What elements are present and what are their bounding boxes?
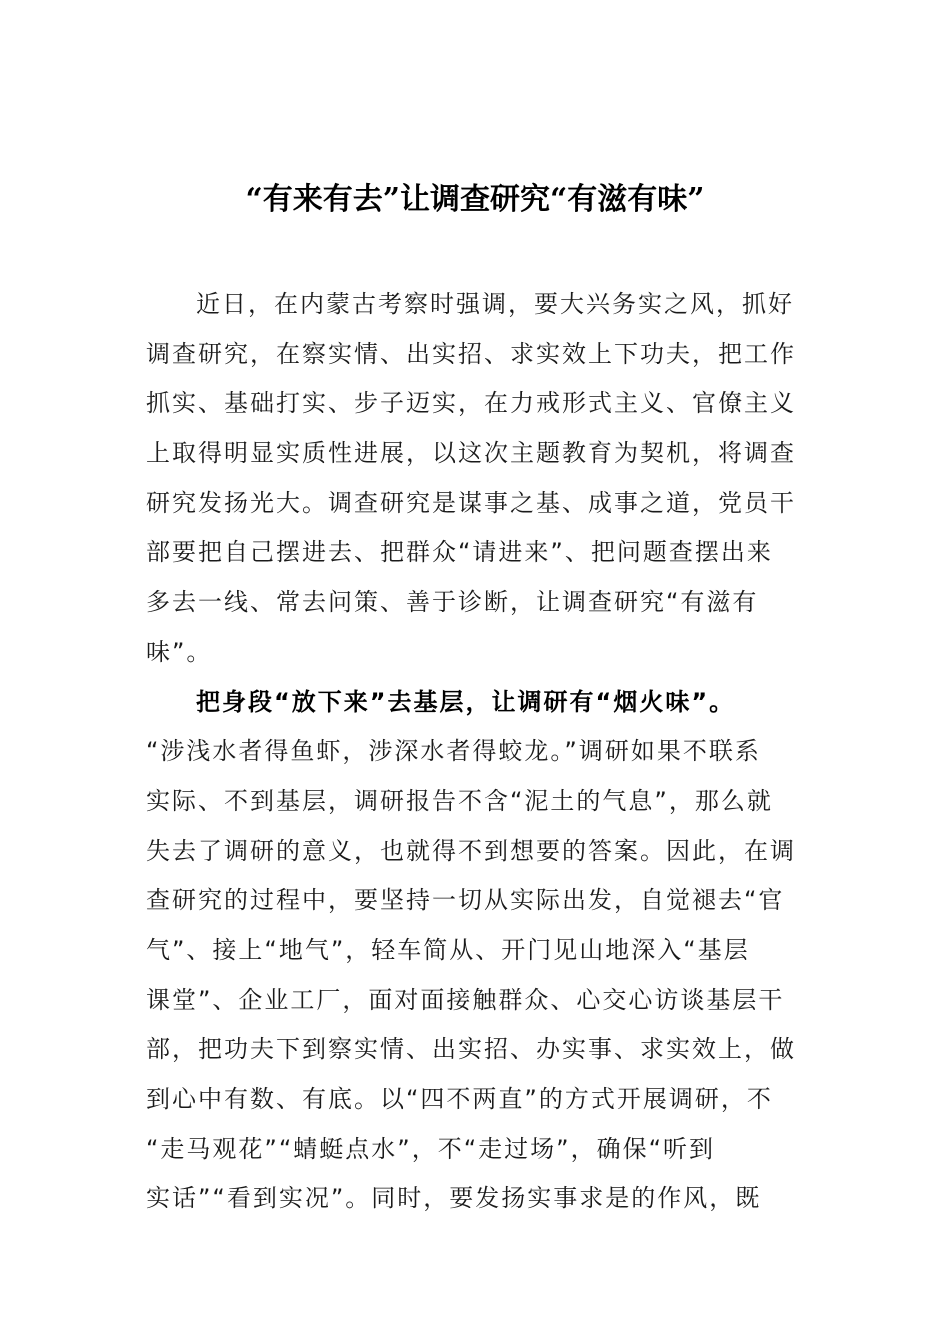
paragraph-line: 上取得明显实质性进展，以这次主题教育为契机，将调查: [146, 439, 796, 468]
section-heading-line: 把身段“放下来”去基层，让调研有“烟火味”。: [196, 687, 736, 716]
paragraph-line: 近日，在内蒙古考察时强调，要大兴务实之风，抓好: [196, 290, 794, 318]
paragraph-line: 实话”“看到实况”。同时，要发扬实事求是的作风，既: [146, 1184, 762, 1213]
document-body: [146, 280, 807, 1224]
paragraph-line: 气”、接上“地气”，轻车简从、开门见山地深入“基层: [146, 935, 750, 964]
paragraph-line: “走马观花”“蜻蜓点水”，不“走过场”，确保“听到: [146, 1134, 716, 1163]
paragraph-line: 实际、不到基层，调研报告不含“泥土的气息”，那么就: [146, 786, 773, 815]
paragraph-line: 失去了调研的意义，也就得不到想要的答案。因此，在调: [146, 836, 796, 865]
paragraph-line: 多去一线、常去问策、善于诊断，让调查研究“有滋有: [146, 588, 759, 617]
paragraph-line: “涉浅水者得鱼虾，涉深水者得蛟龙。”调研如果不联系: [146, 737, 761, 766]
paragraph-line: 抓实、基础打实、步子迈实，在力戒形式主义、官僚主义: [146, 389, 796, 418]
paragraph-line: 部要把自己摆进去、把群众“请进来”、把问题查摆出来: [146, 538, 773, 567]
paragraph-line: 查研究的过程中，要坚持一切从实际出发，自觉褪去“官: [146, 886, 785, 915]
paragraph-line: 研究发扬光大。调查研究是谋事之基、成事之道，党员干: [146, 488, 796, 517]
paragraph-line: 调查研究，在察实情、出实招、求实效上下功夫，把工作: [146, 339, 796, 368]
paragraph-line: 课堂”、企业工厂，面对面接触群众、心交心访谈基层干: [146, 985, 785, 1014]
paragraph-line: 味”。: [146, 637, 213, 666]
paragraph-line: 部，把功夫下到察实情、出实招、办实事、求实效上，做: [146, 1035, 796, 1064]
document-title: “有来有去”让调查研究“有滋有味”: [245, 182, 705, 217]
paragraph-line: 到心中有数、有底。以“四不两直”的方式开展调研，不: [146, 1085, 773, 1113]
